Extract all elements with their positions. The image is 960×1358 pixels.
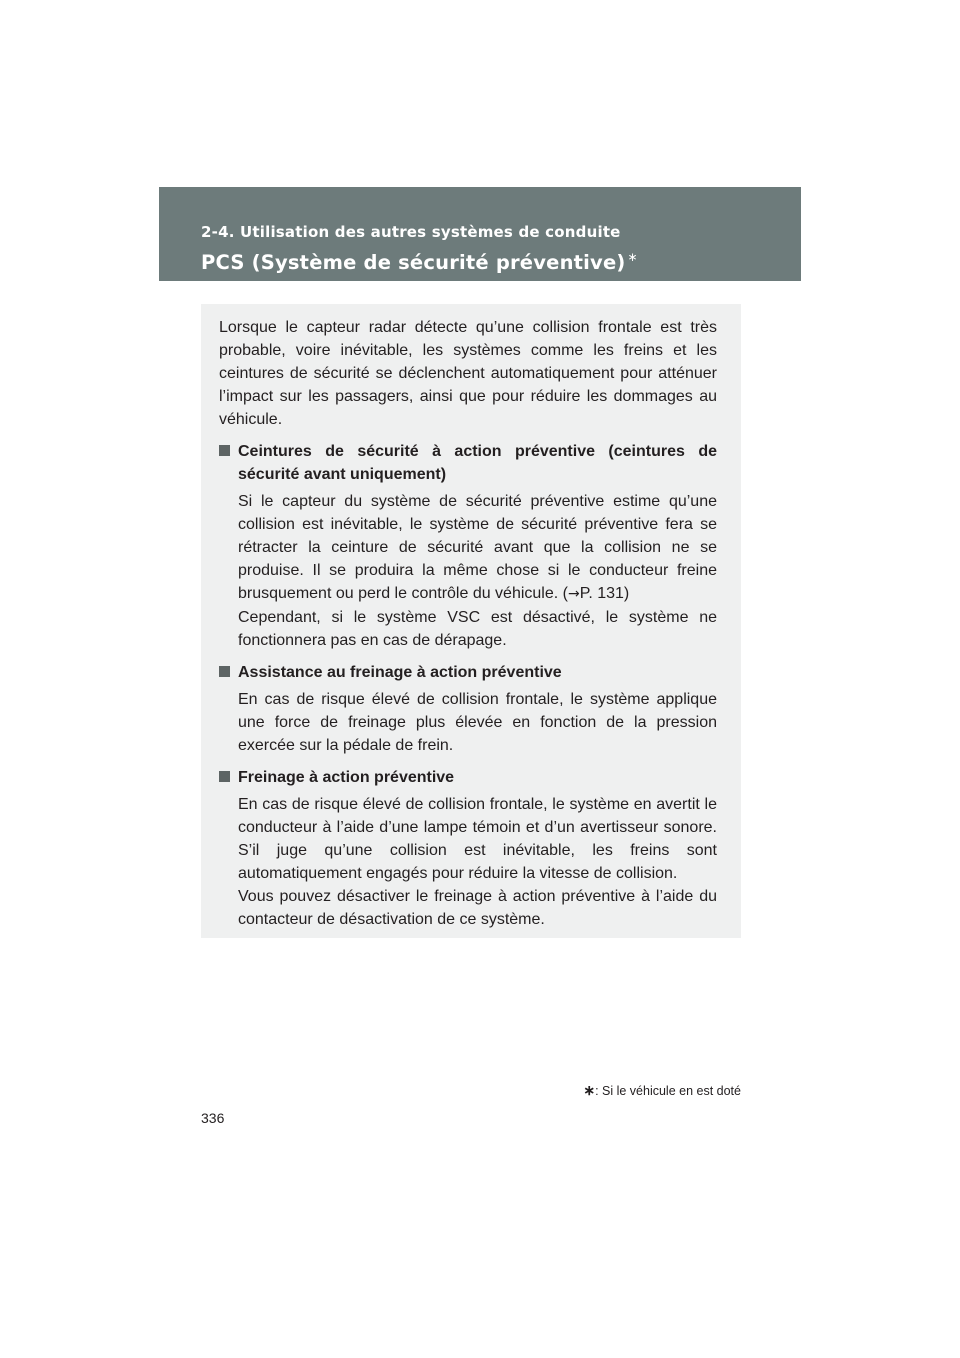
item-heading bbox=[238, 440, 717, 486]
footnote bbox=[583, 1082, 741, 1099]
item-heading-text: Ceintures de sécurité à action préventive (ceintures de sécurité avant uniquement) bbox=[238, 443, 717, 483]
square-bullet-icon bbox=[219, 771, 230, 782]
item-paragraph: Cependant, si le système VSC est désactivé, le système ne fonctionnera pas en cas de dérapage. bbox=[238, 609, 717, 649]
content-box bbox=[201, 304, 741, 938]
item-paragraph: En cas de risque élevé de collision frontale, le système applique une force de freinage plus élevée en fonction de la pression exercée sur la pédale de frein. bbox=[238, 691, 717, 754]
chapter-header bbox=[159, 187, 801, 281]
item-heading-text: Freinage à action préventive bbox=[238, 769, 455, 786]
page-title-text: PCS (Système de sécurité préventive) bbox=[201, 251, 626, 274]
item-paragraph-text: Si le capteur du système de sécurité préventive estime qu’une collision est inévitable, le système de sécurité préventive fera se rétracter la ceinture de sécurité avant que la collision ne se produise. Il se produira la même chose si le conducteur freine brusquement ou perd le contrôle du véhicule. ( bbox=[238, 493, 717, 602]
page-title bbox=[201, 250, 638, 274]
title-asterisk: ∗ bbox=[627, 250, 638, 264]
item-paragraph: En cas de risque élevé de collision frontale, le système en avertit le conducteur à l’aide d’une lampe témoin et d’un avertisseur sonore. S’il juge qu’une collision est inévitable, les freins sont automatiquement engagés pour réduire la vitesse de collision. bbox=[238, 796, 717, 882]
page-reference-link[interactable]: P. 131) bbox=[579, 585, 630, 602]
item-brake-assist bbox=[219, 661, 717, 757]
item-pre-collision-braking bbox=[219, 766, 717, 931]
item-pretensioner-seatbelts bbox=[219, 440, 717, 652]
item-heading bbox=[238, 766, 717, 789]
asterisk-icon: ∗ bbox=[583, 1082, 596, 1098]
square-bullet-icon bbox=[219, 445, 230, 456]
item-heading-text: Assistance au freinage à action préventive bbox=[238, 664, 562, 681]
intro-paragraph: Lorsque le capteur radar détecte qu’une collision frontale est très probable, voire inévitable, les systèmes comme les freins et les ceintures de sécurité se déclenchent automatiquement pour atténuer l’impact sur les passagers, ainsi que pour réduire les dommages au véhicule. bbox=[219, 319, 717, 428]
item-heading bbox=[238, 661, 717, 684]
footnote-text: : Si le véhicule en est doté bbox=[595, 1084, 741, 1098]
item-paragraph bbox=[238, 490, 717, 606]
content-body bbox=[219, 316, 717, 931]
page-number: 336 bbox=[201, 1110, 225, 1126]
item-paragraph: Vous pouvez désactiver le freinage à action préventive à l’aide du contacteur de désactivation de ce système. bbox=[238, 888, 717, 928]
arrow-right-icon: → bbox=[567, 586, 580, 602]
section-heading: 2-4. Utilisation des autres systèmes de conduite bbox=[201, 223, 621, 241]
square-bullet-icon bbox=[219, 666, 230, 677]
